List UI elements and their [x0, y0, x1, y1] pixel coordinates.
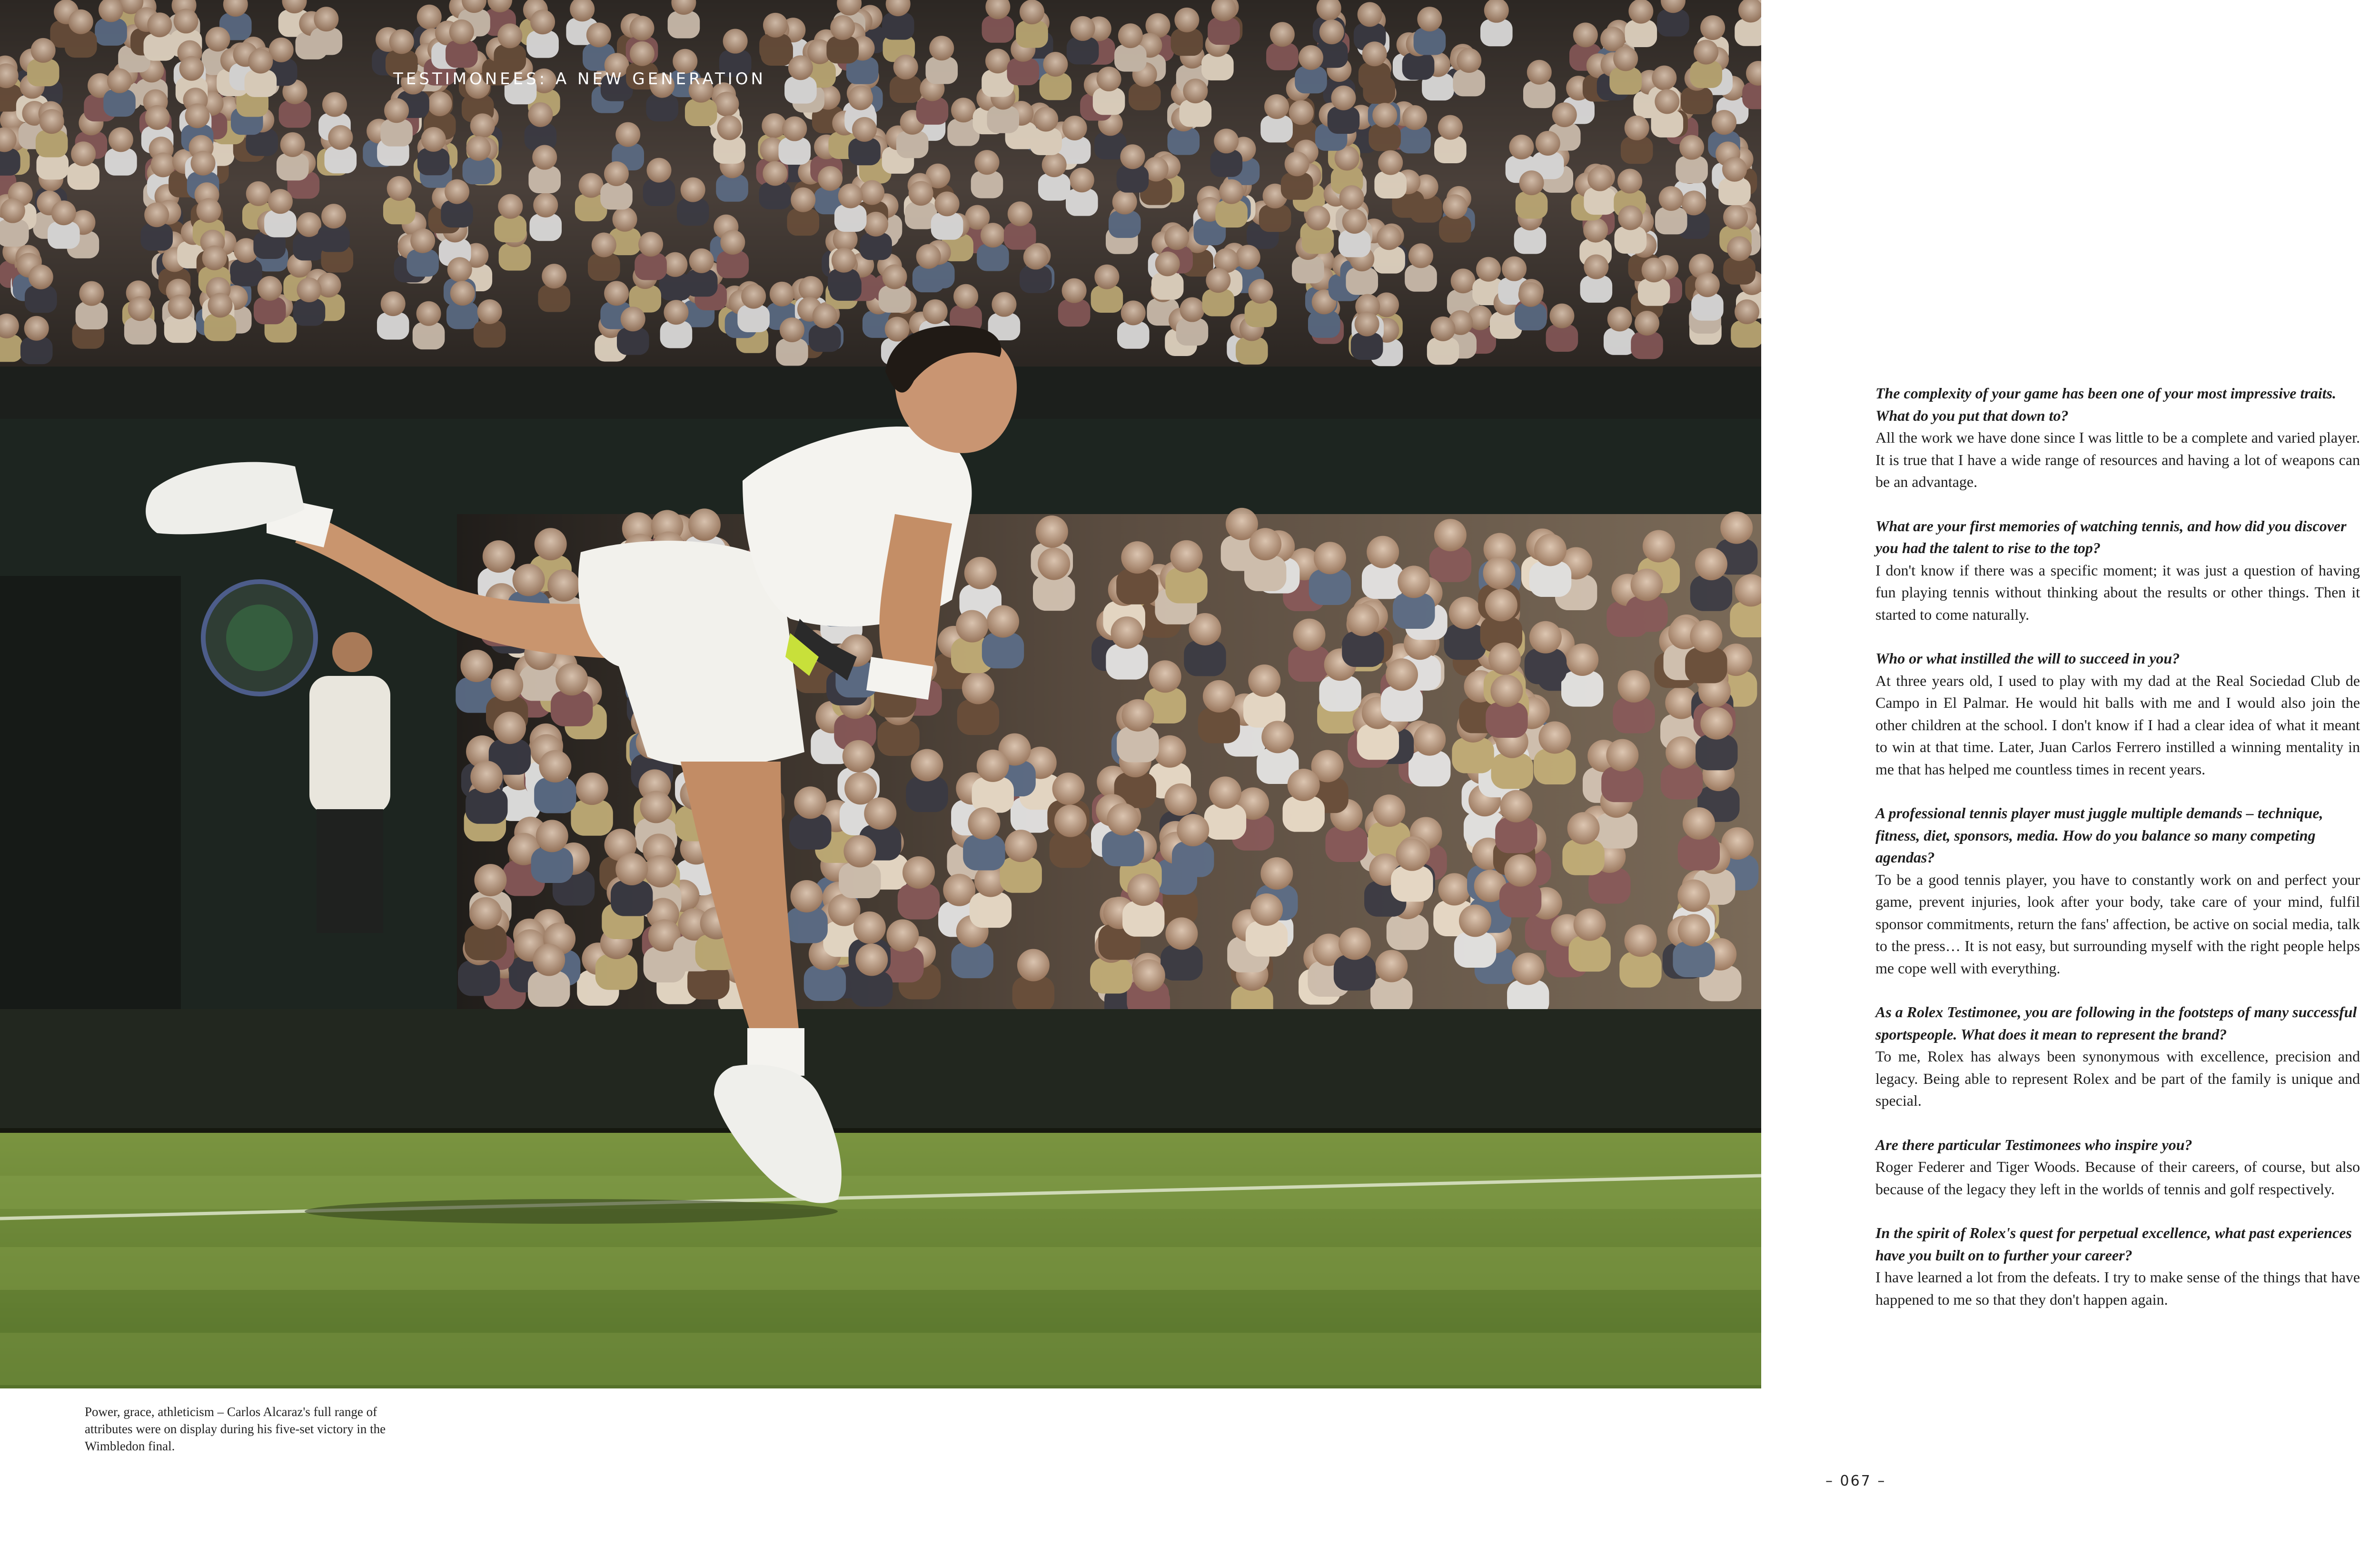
- interview-question: What are your first memories of watching tennis, and how did you discover you had the talent to rise to the top?: [1875, 517, 2347, 556]
- interview-answer: To me, Rolex has always been synonymous with excellence, precision and legacy. Being able to represent Rolex and be part of the family is unique and special.: [1875, 1048, 2360, 1109]
- interview-question: Are there particular Testimonees who inspire you?: [1875, 1136, 2192, 1153]
- interview-question: The complexity of your game has been one of your most impressive traits. What do you put that down to?: [1875, 385, 2336, 424]
- interview-answer: To be a good tennis player, you have to constantly work on and perfect your game, prevent injuries, look after your body, take care of your mind, fulfil sponsor commitments, return the fans' affection, be active on social media, talk to the press… It is not easy, but surrounding myself with the right people helps me cope well with everything.: [1875, 871, 2360, 977]
- section-label: TESTIMONEES: A NEW GENERATION: [393, 69, 766, 89]
- qa-block: [1875, 802, 2360, 979]
- interview-column: [1875, 382, 2360, 1332]
- interview-answer: I have learned a lot from the defeats. I try to make sense of the things that have happened to me so that they don't happen again.: [1875, 1269, 2360, 1308]
- interview-question: In the spirit of Rolex's quest for perpetual excellence, what past experiences have you built on to further your career?: [1875, 1224, 2352, 1264]
- interview-answer: Roger Federer and Tiger Woods. Because of their careers, of course, but also because of the legacy they left in the worlds of tennis and golf respectively.: [1875, 1158, 2360, 1198]
- qa-block: [1875, 1222, 2360, 1310]
- interview-question: As a Rolex Testimonee, you are following in the footsteps of many successful sportspeople. What does it mean to represent the brand?: [1875, 1003, 2357, 1043]
- interview-question: A professional tennis player must juggle multiple demands – technique, fitness, diet, sponsors, media. How do you balance so many competing agendas?: [1875, 804, 2323, 866]
- qa-block: [1875, 1134, 2360, 1200]
- page-number: – 067 –: [1825, 1473, 1886, 1489]
- photo-caption: Power, grace, athleticism – Carlos Alcaraz's full range of attributes were on display during his five-set victory in the Wimbledon final.: [85, 1405, 386, 1453]
- qa-block: [1875, 1001, 2360, 1112]
- interview-answer: At three years old, I used to play with my dad at the Real Sociedad Club de Campo in El Palmar. He would hit balls with me and I would also join the other children at the school. I don't know if I had a clear idea of what it meant to win at that time. Later, Juan Carlos Ferrero instilled a winning mentality in me that has helped me countless times in recent years.: [1875, 672, 2360, 778]
- interview-answer: I don't know if there was a specific moment; it was just a question of having fun playing tennis without thinking about the results or other things. Then it started to come naturally.: [1875, 561, 2360, 623]
- qa-block: [1875, 382, 2360, 493]
- interview-answer: All the work we have done since I was little to be a complete and varied player. It is true that I have a wide range of resources and having a lot of weapons can be an advantage.: [1875, 429, 2360, 490]
- qa-block: [1875, 515, 2360, 626]
- qa-block: [1875, 647, 2360, 780]
- interview-question: Who or what instilled the will to succeed in you?: [1875, 650, 2180, 667]
